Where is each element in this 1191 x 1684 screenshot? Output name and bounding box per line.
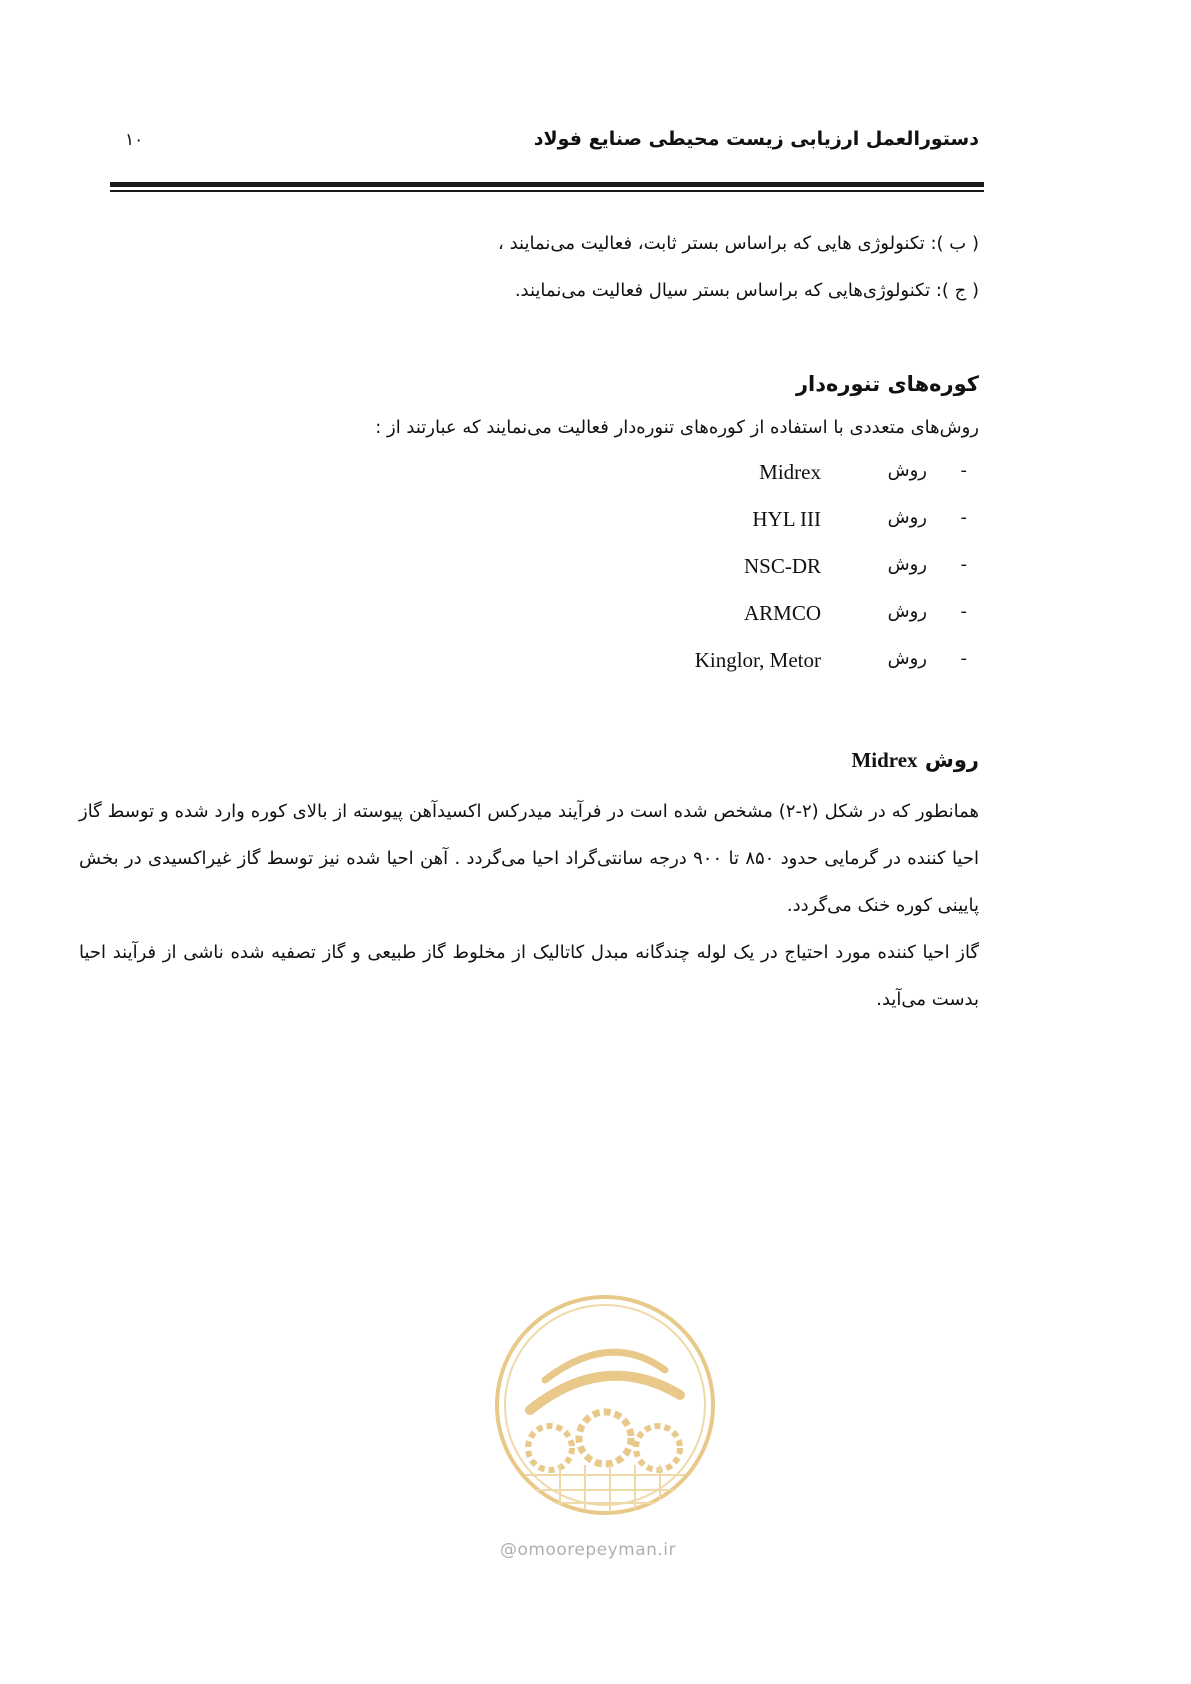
method-label: روش — [887, 460, 927, 481]
method-name: HYL III — [752, 507, 821, 531]
bullet-dash: - — [960, 507, 967, 528]
list-item — [559, 648, 979, 695]
heading-latin-name: Midrex — [851, 748, 918, 772]
header-rule-thick — [110, 182, 984, 187]
section-intro-text: روش‌های متعددی با استفاده از کوره‌های تنوره‌دار فعالیت می‌نمایند که عبارتند از : — [375, 417, 979, 438]
method-list — [559, 460, 979, 695]
page-number: ۱۰ — [125, 130, 144, 150]
method-name: Midrex — [759, 460, 821, 484]
bullet-dash: - — [960, 648, 967, 669]
header-rule-thin — [110, 190, 984, 192]
list-item — [559, 460, 979, 507]
section-heading-shaft-furnaces: کوره‌های تنوره‌دار — [795, 372, 979, 396]
intro-item-c: ( ج ): تکنولوژی‌هایی که براساس بستر سیال فعالیت می‌نمایند. — [514, 280, 979, 301]
method-name: NSC-DR — [743, 554, 821, 578]
method-name: Kinglor, Metor — [694, 648, 821, 672]
midrex-paragraph-1: همانطور که در شکل (۲-۲) مشخص شده است در فرآیند میدرکس اکسیدآهن پیوسته از بالای کوره وارد شده و توسط گاز احیا کننده در گرمایی حدود ۸۵۰ تا ۹۰۰ درجه سانتی‌گراد احیا می‌گردد . آهن احیا شده نیز توسط گاز غیراکسیدی در بخش پایینی کوره خنک می‌گردد. — [79, 801, 979, 916]
method-label: روش — [887, 507, 927, 528]
list-item — [559, 554, 979, 601]
bullet-dash: - — [960, 460, 967, 481]
watermark-url: @omoorepeyman.ir — [500, 1540, 677, 1560]
method-name: ARMCO — [743, 601, 821, 625]
method-label: روش — [887, 601, 927, 622]
midrex-paragraph-2: گاز احیا کننده مورد احتیاج در یک لوله چندگانه مبدل کاتالیک از مخلوط گاز طبیعی و گاز تصفیه شده ناشی از فرآیند احیا بدست می‌آید. — [79, 942, 979, 1010]
heading-word: روش — [924, 748, 979, 772]
method-label: روش — [887, 554, 927, 575]
section-heading-midrex — [851, 748, 979, 773]
intro-item-b: ( ب ): تکنولوژی هایی که براساس بستر ثابت، فعالیت می‌نمایند ، — [498, 233, 979, 254]
list-item — [559, 507, 979, 554]
watermark-seal-logo — [490, 1290, 720, 1520]
bullet-dash: - — [960, 554, 967, 575]
bullet-dash: - — [960, 601, 967, 622]
method-label: روش — [887, 648, 927, 669]
list-item — [559, 601, 979, 648]
running-header-title: دستورالعمل ارزیابی زیست محیطی صنایع فولاد — [533, 128, 979, 150]
